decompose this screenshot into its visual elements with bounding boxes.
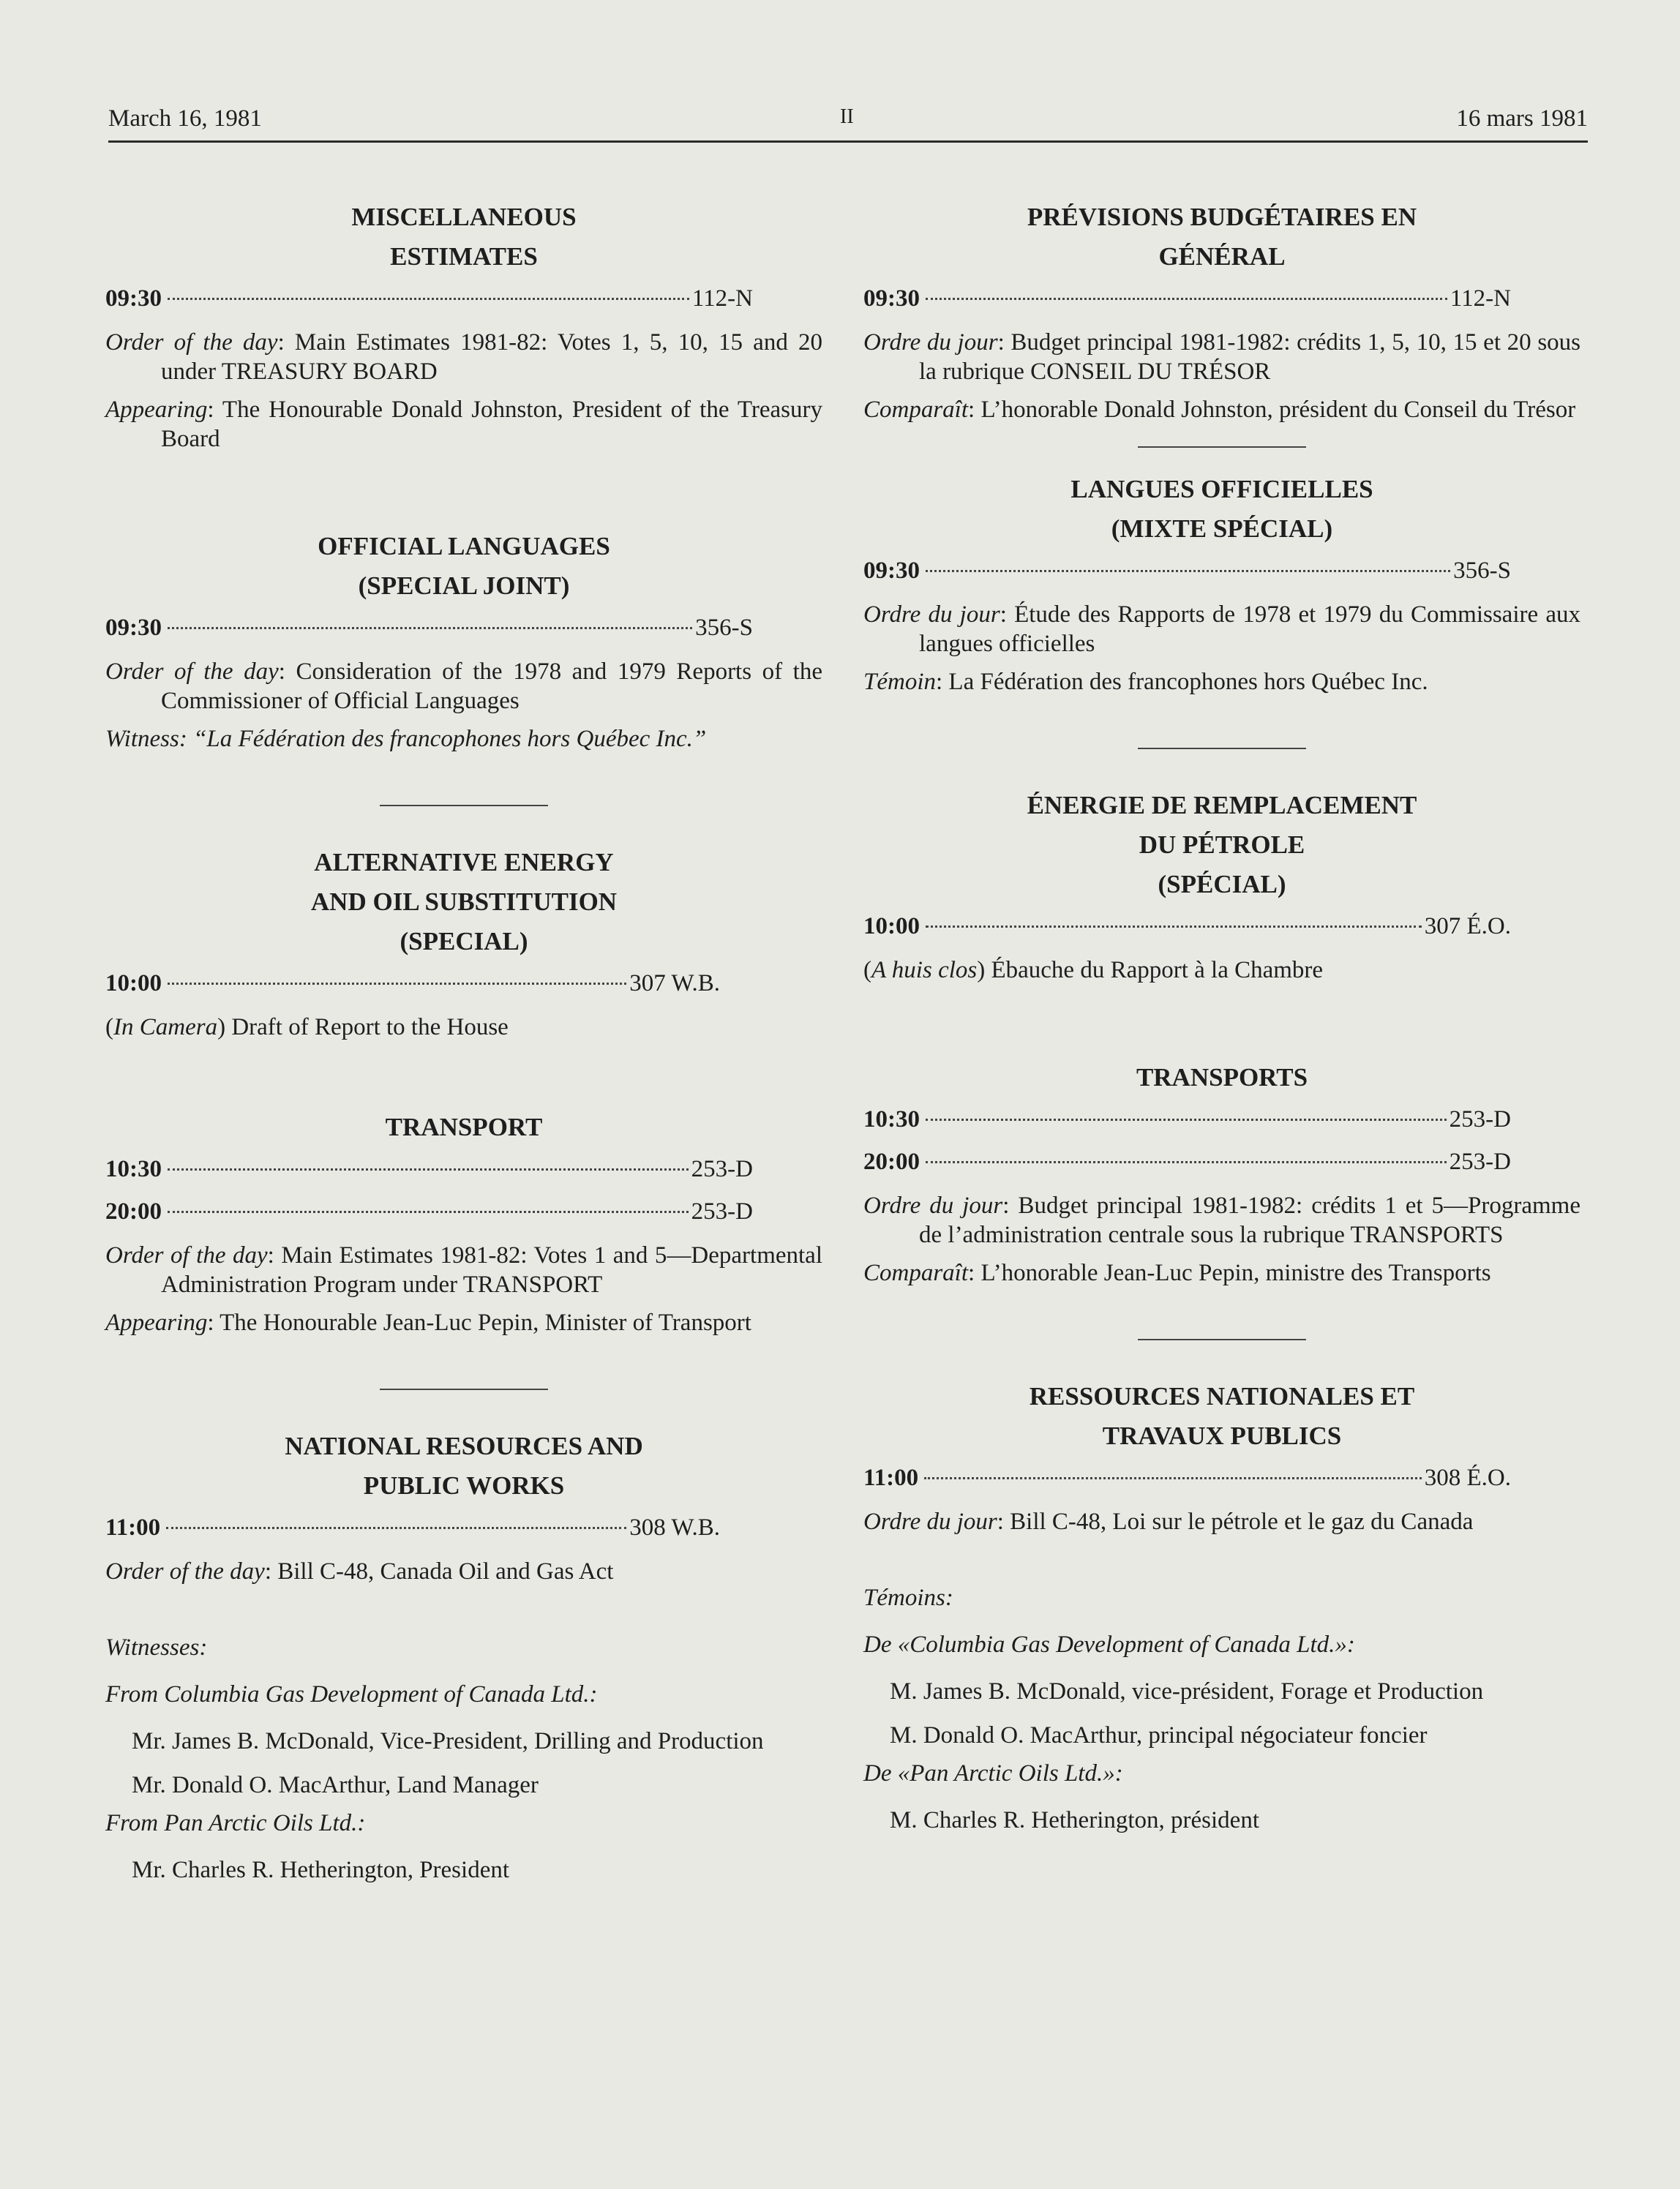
committee-title: RESSOURCES NATIONALES ET TRAVAUX PUBLICS: [1029, 1382, 1415, 1450]
witness-organization: From Pan Arctic Oils Ltd.:: [105, 1810, 366, 1836]
meeting-slot: 11:00 308 W.B.: [105, 1514, 720, 1541]
meeting-slot: 11:00 308 É.O.: [863, 1465, 1511, 1491]
divider: [1138, 748, 1306, 749]
divider: [380, 805, 548, 806]
page-header: [108, 102, 1588, 143]
divider: [380, 1389, 548, 1390]
witness: Witness: “La Fédération des francophones hors Québec Inc.”: [105, 726, 707, 752]
witness-person: Mr. James B. McDonald, Vice-President, Drilling and Production: [132, 1728, 764, 1754]
order-of-day: Ordre du jour: Bill C-48, Loi sur le pétrole et le gaz du Canada: [863, 1509, 1474, 1535]
witness-organization: De «Pan Arctic Oils Ltd.»:: [863, 1760, 1123, 1787]
order-of-day: Ordre du jour: Budget principal 1981-1982: crédits 1 et 5—Programme de l’administration centrale sous la rubrique TRANSPORTS: [863, 1193, 1580, 1248]
meeting-slot: 10:30 253-D: [863, 1106, 1511, 1133]
witness-person: M. Charles R. Hetherington, président: [890, 1807, 1259, 1833]
committee-title: TRANSPORTS: [1136, 1063, 1308, 1092]
committee-title: ALTERNATIVE ENERGY AND OIL SUBSTITUTION (SPECIAL): [310, 848, 618, 955]
divider: [1138, 446, 1306, 448]
appearing: Comparaît: L’honorable Jean-Luc Pepin, ministre des Transports: [863, 1260, 1491, 1286]
appearing: Comparaît: L’honorable Donald Johnston, président du Conseil du Trésor: [863, 397, 1576, 423]
in-camera-note: (A huis clos) Ébauche du Rapport à la Chambre: [863, 957, 1324, 983]
page-number: II: [840, 105, 854, 128]
english-column: [105, 198, 822, 1885]
witness-organization: De «Columbia Gas Development of Canada Ltd.»:: [863, 1632, 1355, 1658]
committee-title: MISCELLANEOUS ESTIMATES: [351, 203, 577, 271]
committee-title: NATIONAL RESOURCES AND PUBLIC WORKS: [285, 1432, 643, 1500]
committee-title: LANGUES OFFICIELLES (MIXTE SPÉCIAL): [1070, 475, 1373, 543]
witness-organization: From Columbia Gas Development of Canada Ltd.:: [105, 1681, 598, 1708]
witness: Témoin: La Fédération des francophones hors Québec Inc.: [863, 669, 1428, 695]
meeting-slot: 09:30 112-N: [863, 285, 1511, 312]
meeting-slot: 20:00 253-D: [105, 1198, 753, 1225]
appearing: Appearing: The Honourable Donald Johnston, President of the Treasury Board: [105, 397, 822, 452]
witness-person: Mr. Charles R. Hetherington, President: [132, 1857, 510, 1883]
in-camera-note: (In Camera) Draft of Report to the House: [105, 1014, 509, 1040]
appearing: Appearing: The Honourable Jean-Luc Pepin, Minister of Transport: [105, 1310, 751, 1336]
order-of-day: Ordre du jour: Étude des Rapports de 1978 et 1979 du Commissaire aux langues officielles: [863, 601, 1580, 657]
french-column: [863, 198, 1580, 1835]
meeting-slot: 10:00 307 É.O.: [863, 913, 1511, 939]
witness-person: Mr. Donald O. MacArthur, Land Manager: [132, 1772, 539, 1798]
committee-title: OFFICIAL LANGUAGES (SPECIAL JOINT): [318, 532, 610, 600]
committee-title: ÉNERGIE DE REMPLACEMENT DU PÉTROLE (SPÉCIAL): [1027, 791, 1417, 898]
witness-person: M. James B. McDonald, vice-président, Forage et Production: [890, 1678, 1484, 1705]
meeting-slot: 20:00 253-D: [863, 1149, 1511, 1175]
order-of-day: Order of the day: Consideration of the 1978 and 1979 Reports of the Commissioner of Official Languages: [105, 658, 822, 714]
divider: [1138, 1339, 1306, 1340]
header-date-en: March 16, 1981: [108, 105, 262, 132]
committee-title: PRÉVISIONS BUDGÉTAIRES EN GÉNÉRAL: [1027, 203, 1417, 271]
committee-title: TRANSPORT: [385, 1113, 543, 1141]
order-of-day: Order of the day: Main Estimates 1981-82: Votes 1, 5, 10, 15 and 20 under TREASURY BOARD: [105, 329, 822, 385]
witness-person: M. Donald O. MacArthur, principal négociateur foncier: [890, 1722, 1428, 1749]
witnesses-label: Témoins:: [863, 1585, 953, 1611]
order-of-day: Order of the day: Main Estimates 1981-82: Votes 1 and 5—Departmental Administration Program under TRANSPORT: [105, 1242, 822, 1298]
witnesses-label: Witnesses:: [105, 1634, 208, 1661]
header-date-fr: 16 mars 1981: [1456, 105, 1588, 132]
meeting-slot: 10:30 253-D: [105, 1156, 753, 1182]
order-of-day: Ordre du jour: Budget principal 1981-1982: crédits 1, 5, 10, 15 et 20 sous la rubrique CONSEIL DU TRÉSOR: [863, 329, 1581, 385]
meeting-slot: 10:00 307 W.B.: [105, 970, 720, 996]
meeting-slot: 09:30 112-N: [105, 285, 753, 312]
order-of-day: Order of the day: Bill C-48, Canada Oil and Gas Act: [105, 1558, 614, 1585]
meeting-slot: 09:30 356-S: [105, 615, 753, 641]
meeting-slot: 09:30 356-S: [863, 557, 1511, 584]
